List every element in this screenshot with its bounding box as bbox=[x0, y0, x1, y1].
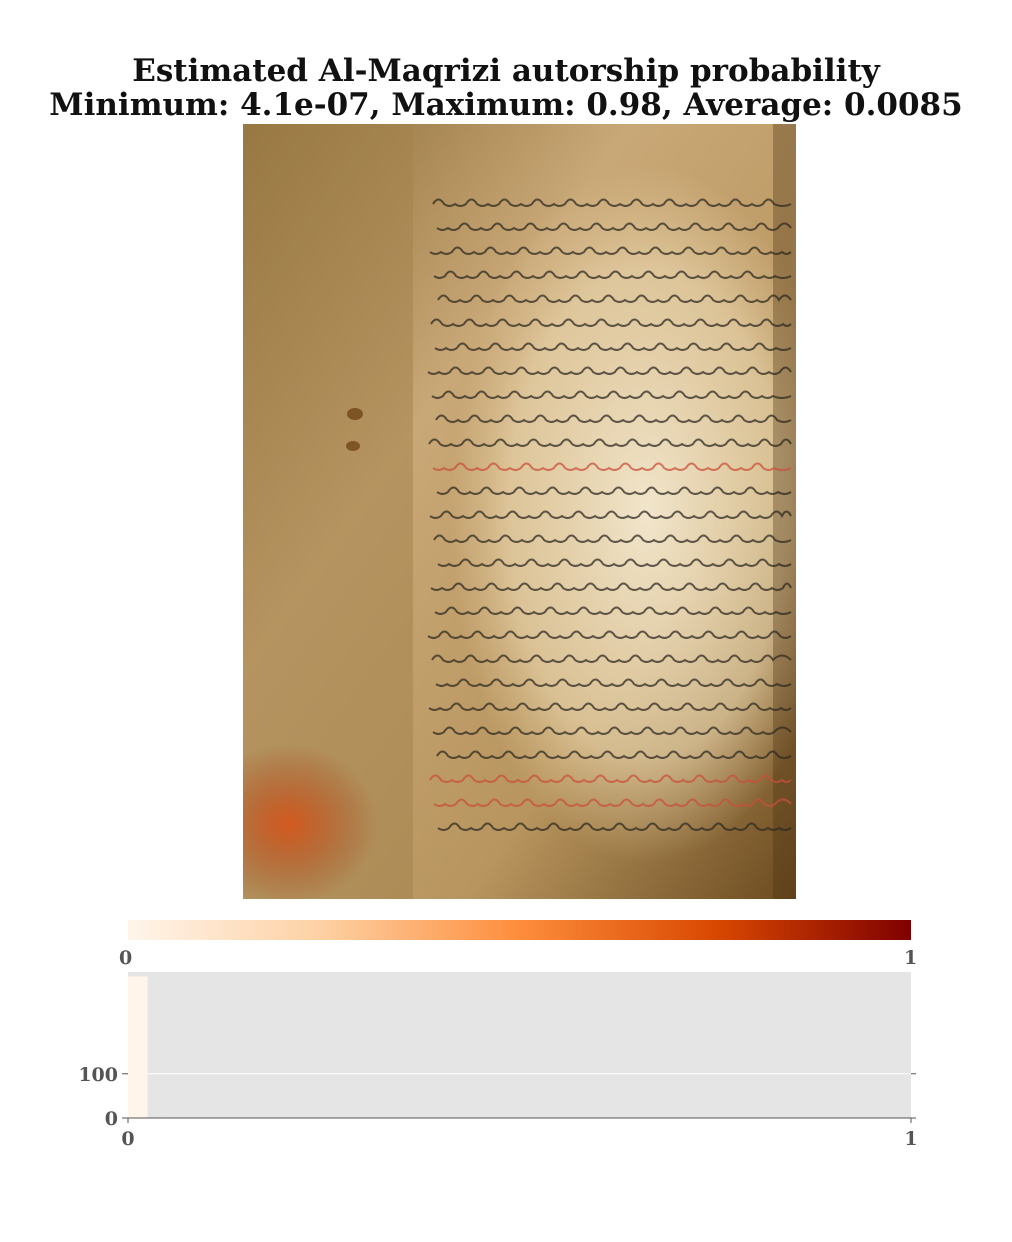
colorbar bbox=[128, 920, 911, 940]
ink-spot-2 bbox=[346, 441, 360, 451]
y-tick-label: 0 bbox=[104, 1108, 118, 1130]
colorbar-max-label: 1 bbox=[904, 947, 918, 969]
histogram-plot-area bbox=[128, 972, 911, 1118]
histogram-bar bbox=[128, 976, 148, 1118]
ink-spot-1 bbox=[347, 408, 363, 420]
x-tick-label: 1 bbox=[904, 1128, 918, 1150]
text-block-highlight bbox=[403, 164, 796, 864]
chart-title-line2: Minimum: 4.1e-07, Maximum: 0.98, Average: 0.0085 bbox=[49, 87, 963, 123]
y-tick-label: 100 bbox=[78, 1063, 118, 1086]
x-tick-label: 0 bbox=[121, 1128, 135, 1150]
colorbar-min-label: 0 bbox=[119, 947, 133, 969]
chart-title-line1: Estimated Al-Maqrizi autorship probability bbox=[132, 53, 880, 89]
manuscript-heatmap bbox=[243, 124, 796, 899]
histogram bbox=[0, 960, 1012, 1160]
